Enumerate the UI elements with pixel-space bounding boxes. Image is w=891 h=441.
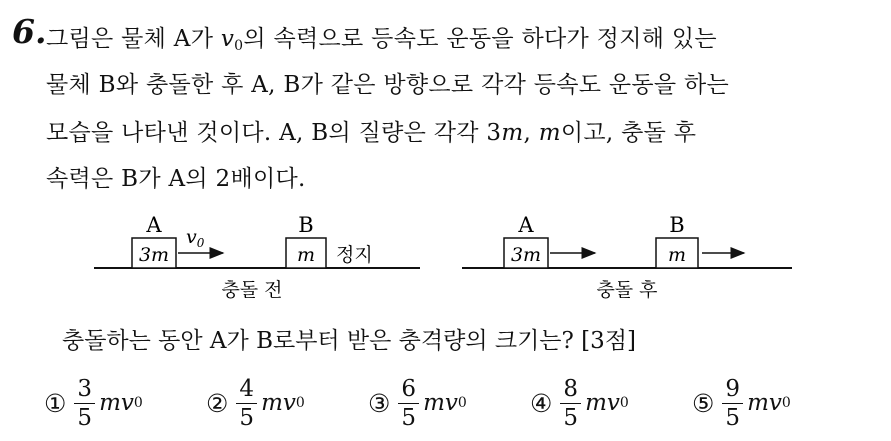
- mass-symbol-a: m: [501, 120, 524, 146]
- choice-5-fraction: [722, 375, 743, 432]
- choice-4-mv: mv: [585, 390, 620, 416]
- choice-5-mv: mv: [747, 390, 782, 416]
- block-a-label-after: A: [518, 213, 534, 237]
- choice-4-sub: 0: [619, 395, 629, 411]
- block-a-mass-after: 3m: [510, 244, 542, 266]
- sub-question: 충돌하는 동안 A가 B로부터 받은 충격량의 크기는? [3점]: [62, 328, 636, 354]
- choice-3-mv: mv: [423, 390, 458, 416]
- line3-text-b: ,: [523, 120, 539, 146]
- block-a-mass-before: 3m: [138, 244, 170, 266]
- block-b-mass-before: m: [296, 244, 316, 266]
- question-number: 6.: [12, 12, 47, 51]
- line3-text-a: 모습을 나타낸 것이다. A, B의 질량은 각각 3: [46, 120, 502, 146]
- choice-2[interactable]: [206, 372, 305, 434]
- caption-after: 충돌 후: [596, 279, 658, 301]
- block-b-state-label: 정지: [336, 244, 373, 266]
- choice-5-marker: ⑤: [692, 388, 715, 418]
- choice-3-marker: ③: [368, 388, 391, 418]
- choice-3-numerator: 6: [398, 375, 419, 404]
- block-b-mass-after: m: [667, 244, 687, 266]
- choice-2-marker: ②: [206, 388, 229, 418]
- choice-3-fraction: [398, 375, 419, 432]
- choice-2-fraction: [236, 375, 257, 432]
- mass-symbol-b: m: [538, 120, 561, 146]
- velocity-symbol: v: [220, 26, 235, 52]
- choice-1-sub: 0: [133, 395, 143, 411]
- choice-2-denominator: 5: [239, 404, 255, 431]
- question-line-2: 물체 B와 충돌한 후 A, B가 같은 방향으로 각각 등속도 운동을 하는: [46, 72, 730, 98]
- choice-4-denominator: 5: [563, 404, 579, 431]
- choice-5[interactable]: [692, 372, 791, 434]
- choice-4-fraction: [560, 375, 581, 432]
- velocity-label-before: $v_0$: [186, 226, 205, 250]
- choice-1[interactable]: [44, 372, 143, 434]
- question-line-4: 속력은 B가 A의 2배이다.: [46, 166, 306, 192]
- block-a-label-before: A: [146, 213, 162, 237]
- block-b-label-before: B: [298, 213, 314, 237]
- line1-text-a: 그림은 물체 A가: [46, 26, 221, 52]
- velocity-subscript: 0: [234, 38, 244, 54]
- choice-3-denominator: 5: [401, 404, 417, 431]
- choice-4-marker: ④: [530, 388, 553, 418]
- choice-1-mv: mv: [99, 390, 134, 416]
- choice-2-sub: 0: [295, 395, 305, 411]
- choice-1-denominator: 5: [77, 404, 93, 431]
- choice-1-numerator: 3: [74, 375, 95, 404]
- choice-5-denominator: 5: [725, 404, 741, 431]
- choice-4[interactable]: [530, 372, 629, 434]
- choice-2-numerator: 4: [236, 375, 257, 404]
- choice-5-sub: 0: [781, 395, 791, 411]
- choice-3-sub: 0: [457, 395, 467, 411]
- choice-1-marker: ①: [44, 388, 67, 418]
- line3-text-c: 이고, 충돌 후: [560, 120, 697, 146]
- choice-3[interactable]: [368, 372, 467, 434]
- choice-5-numerator: 9: [722, 375, 743, 404]
- choice-1-fraction: [74, 375, 95, 432]
- line1-text-b: 의 속력으로 등속도 운동을 하다가 정지해 있는: [243, 26, 717, 52]
- choice-2-mv: mv: [261, 390, 296, 416]
- block-b-label-after: B: [669, 213, 685, 237]
- caption-before: 충돌 전: [221, 279, 283, 301]
- choice-4-numerator: 8: [560, 375, 581, 404]
